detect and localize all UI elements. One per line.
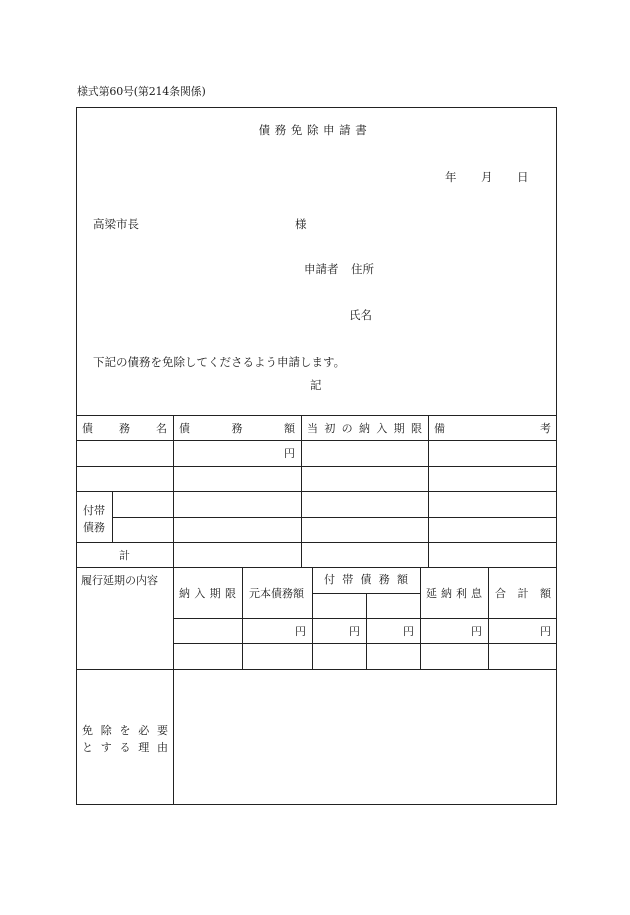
addressee-mayor: 高梁市長	[93, 217, 139, 231]
table-top-line	[76, 415, 557, 416]
header-deferred-interest: 延 納 利 息	[426, 587, 482, 600]
deferment-section-label: 履行延期の内容	[81, 574, 158, 587]
column-line	[428, 415, 429, 567]
header-incidental-debt-amount: 付 帯 債 務 額	[324, 573, 408, 586]
column-line	[312, 567, 313, 669]
header-debt-name: 債 務 名	[82, 422, 167, 435]
request-statement: 下記の債務を免除してくださるよう申請します。	[93, 355, 346, 369]
applicant-address-label: 住所	[351, 262, 374, 276]
header-total-amount: 合 計 額	[495, 587, 551, 600]
row-line	[76, 542, 557, 543]
row-line	[76, 491, 557, 492]
date-day-label: 日	[517, 170, 529, 184]
row-line	[112, 517, 557, 518]
principal-yen-unit: 円	[295, 625, 306, 638]
applicant-role-label: 申請者	[304, 262, 339, 276]
addressee-honorific: 様	[295, 217, 307, 231]
debt-amount-yen-unit: 円	[284, 447, 295, 460]
total-label: 計	[119, 549, 130, 562]
incidental-debt-label-line2: 債務	[83, 521, 105, 534]
row-line	[76, 567, 557, 568]
ki-label: 記	[310, 378, 322, 392]
header-principal-amount: 元本債務額	[249, 587, 304, 600]
incidental-b-yen-unit: 円	[403, 625, 414, 638]
row-line	[76, 466, 557, 467]
column-line	[488, 567, 489, 669]
column-line	[420, 567, 421, 669]
header-remarks: 備 考	[434, 422, 551, 435]
reason-label-line2: と す る 理 由	[82, 741, 168, 754]
total-yen-unit: 円	[540, 625, 551, 638]
header-debt-amount: 債 務 額	[179, 422, 295, 435]
row-line	[76, 669, 557, 670]
column-line	[366, 593, 367, 669]
header-original-due-date: 当 初 の 納 入 期 限	[307, 422, 422, 435]
header-payment-due-date: 納 入 期 限	[179, 587, 236, 600]
row-line	[173, 618, 557, 619]
deferred-interest-yen-unit: 円	[471, 625, 482, 638]
date-month-label: 月	[481, 170, 493, 184]
column-line	[112, 491, 113, 542]
row-line	[173, 643, 557, 644]
form-title: 債務免除申請書	[258, 123, 372, 137]
applicant-name-label: 氏名	[349, 308, 372, 322]
reason-label-line1: 免 除 を 必 要	[82, 724, 168, 737]
form-frame	[76, 107, 557, 805]
incidental-a-yen-unit: 円	[349, 625, 360, 638]
column-line	[242, 567, 243, 669]
column-line	[173, 415, 174, 805]
form-number-label: 様式第60号(第214条関係)	[77, 85, 206, 98]
column-line	[301, 415, 302, 567]
incidental-debt-label-line1: 付帯	[83, 504, 105, 517]
date-year-label: 年	[445, 170, 457, 184]
row-line	[76, 440, 557, 441]
